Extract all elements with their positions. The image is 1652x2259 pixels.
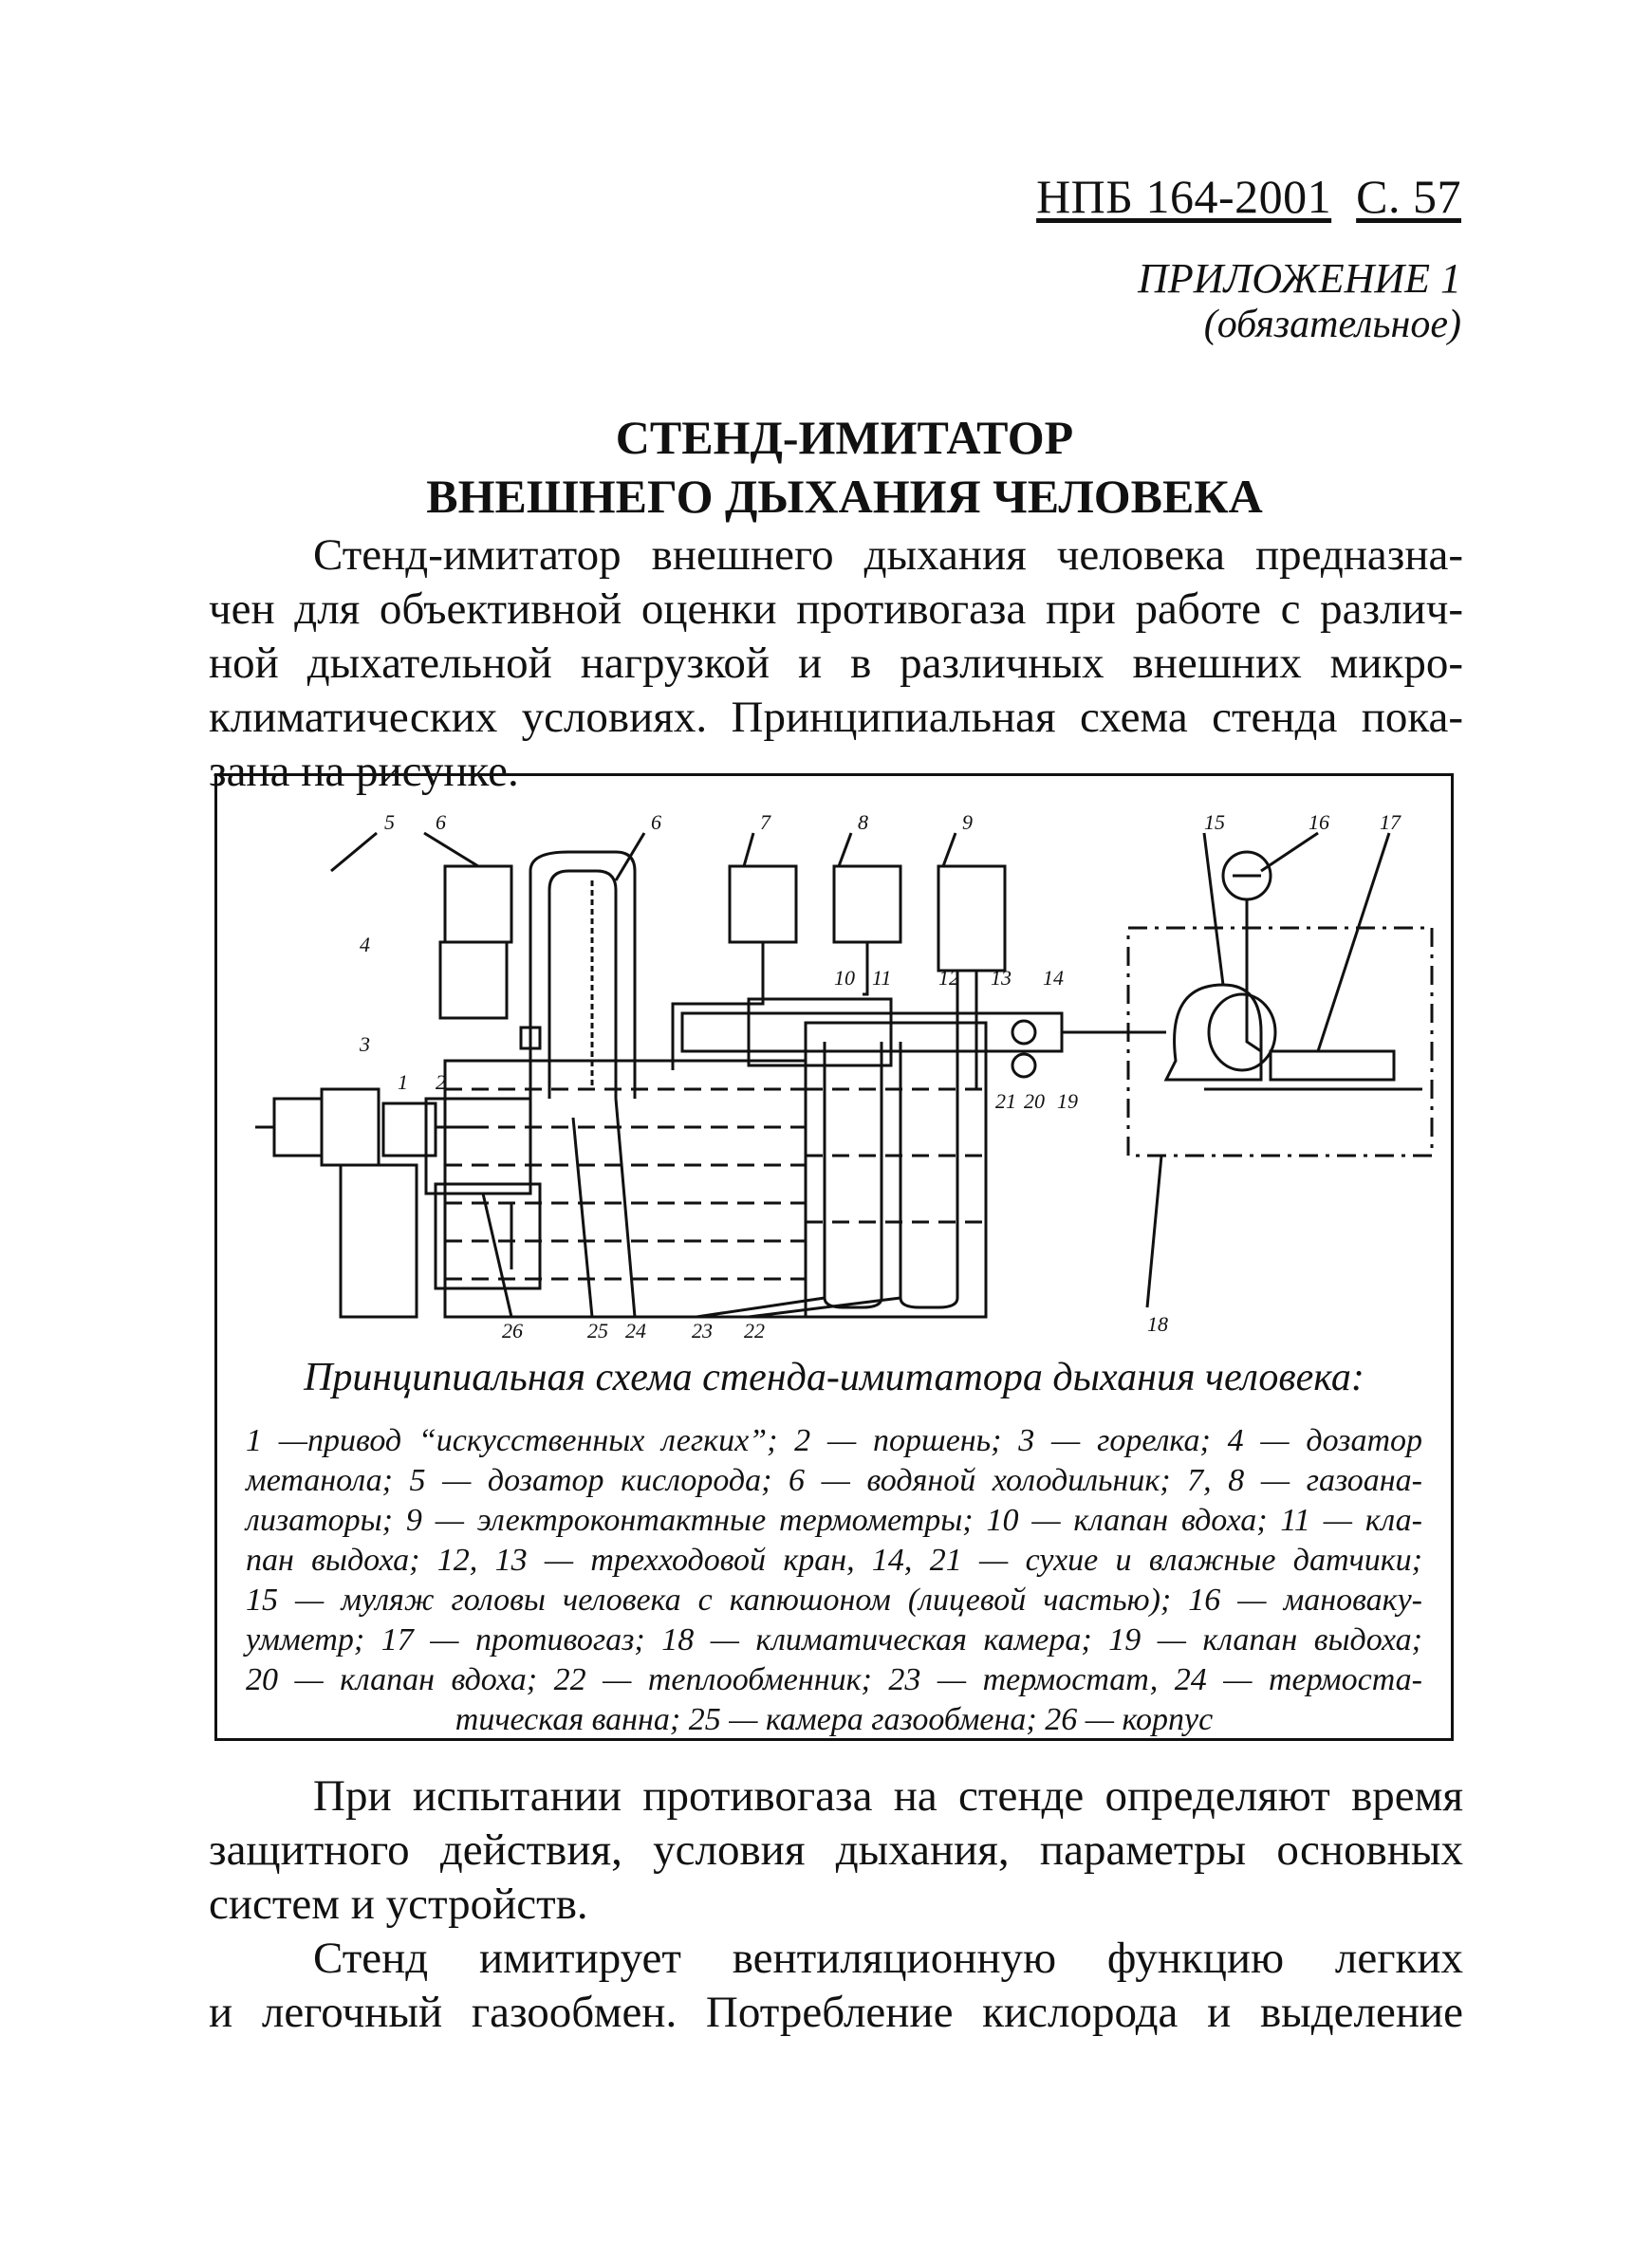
callout-11: 11 [872,966,892,990]
figure-legend [246,1421,1422,1740]
legend-line: 20 — клапан вдоха; 22 — теплообменник; 23 — термостат, 24 — термоста- [246,1662,1422,1697]
annex-title: ПРИЛОЖЕНИЕ 1 [1138,255,1461,302]
callout-8: 8 [858,810,868,834]
body-line: При испытании противогаза на стенде определяют время [313,1771,1463,1821]
body-paragraph-2 [209,1932,1463,2040]
breathing-pipeline [682,1013,1062,1051]
callout-23: 23 [692,1319,713,1342]
intro-line: климатических условиях. Принципиальная схема стенда пока- [209,693,1463,742]
piston-cylinder [426,1099,530,1194]
body-line: Стенд имитирует вентиляционную функцию легких [313,1934,1463,1983]
callout-13: 13 [991,966,1012,990]
callout-18: 18 [1147,1312,1168,1336]
gas-analyzer-8-box [834,866,900,942]
body-line: защитного действия, условия дыхания, параметры основных [209,1825,1463,1875]
gas-mask-canister [1271,1051,1394,1080]
callout-24: 24 [625,1319,646,1342]
callout-1: 1 [398,1070,408,1094]
drive-gearbox [383,1103,436,1156]
callout-4: 4 [360,933,370,956]
legend-line: тическая ванна; 25 — камера газообмена; 26 — корпус [455,1702,1214,1737]
piston-housing [436,1184,540,1288]
figure-frame [214,773,1454,1741]
figure-caption-title: Принципиальная схема стенда-имитатора дыхания человека: [304,1356,1364,1399]
callout-3: 3 [360,1032,370,1056]
callout-26: 26 [502,1319,523,1342]
callout-22: 22 [744,1319,765,1342]
callout-9: 9 [962,810,973,834]
legend-line: 1 —привод “искусственных легких”; 2 — поршень; 3 — горелка; 4 — дозатор [246,1423,1422,1458]
annex-status: (обязательное) [1203,303,1461,346]
standard-reference: НПБ 164-2001 [1036,170,1332,223]
legend-line: метанола; 5 — дозатор кислорода; 6 — водяной холодильник; 7, 8 — газоана- [246,1463,1422,1498]
callout-6-top: 6 [651,810,661,834]
legend-line: умметр; 17 — противогаз; 18 — климатическая камера; 19 — клапан выдоха; [246,1622,1422,1657]
intro-paragraph [209,528,1463,799]
callout-6: 6 [436,810,446,834]
motor-body [274,1099,322,1156]
methanol-doser-box [440,942,507,1018]
body-line: и легочный газообмен. Потребление кислорода и выделение [209,1988,1463,2037]
callout-14: 14 [1043,966,1064,990]
legend-line: лизаторы; 9 — электроконтактные термометры; 10 — клапан вдоха; 11 — кла- [246,1503,1422,1538]
thermometer-box [938,866,1005,971]
callout-25: 25 [587,1319,608,1342]
callout-2: 2 [436,1070,446,1094]
intro-line: Стенд-имитатор внешнего дыхания человека предназна- [313,530,1463,580]
callout-20: 20 [1024,1089,1045,1113]
legend-line: пан выдоха; 12, 13 — трехходовой кран, 14, 21 — сухие и влажные датчики; [246,1543,1422,1578]
callout-15: 15 [1204,810,1225,834]
callout-12: 12 [938,966,959,990]
callout-19: 19 [1057,1089,1078,1113]
drive-stand [341,1165,417,1317]
page-number: С. 57 [1356,170,1461,223]
body-line: систем и устройств. [209,1879,588,1929]
callout-17: 17 [1380,810,1401,834]
document-title [237,408,1452,526]
motor-housing [322,1089,379,1165]
three-way-valve [1012,1021,1035,1044]
oxygen-doser-box [445,866,511,942]
body-paragraph-1 [209,1769,1463,1932]
callout-5: 5 [384,810,395,834]
intro-line: зана на рисунке. [209,747,519,796]
intro-line: чен для объективной оценки противогаза при работе с различ- [209,584,1463,634]
intro-line: ной дыхательной нагрузкой и в различных внешних микро- [209,639,1463,688]
callout-7: 7 [760,810,770,834]
title-line-1: СТЕНД-ИМИТАТОР [615,411,1074,464]
callout-16: 16 [1309,810,1329,834]
title-line-2: ВНЕШНЕГО ДЫХАНИЯ ЧЕЛОВЕКА [426,470,1263,523]
callout-10: 10 [834,966,855,990]
legend-line: 15 — муляж головы человека с капюшоном (лицевой частью); 16 — мановаку- [246,1583,1422,1618]
callout-21: 21 [995,1089,1016,1113]
gas-analyzer-7-box [730,866,796,942]
valve-block [749,999,891,1065]
stand-schematic-diagram [217,776,1451,1345]
page-header [1025,169,1461,224]
